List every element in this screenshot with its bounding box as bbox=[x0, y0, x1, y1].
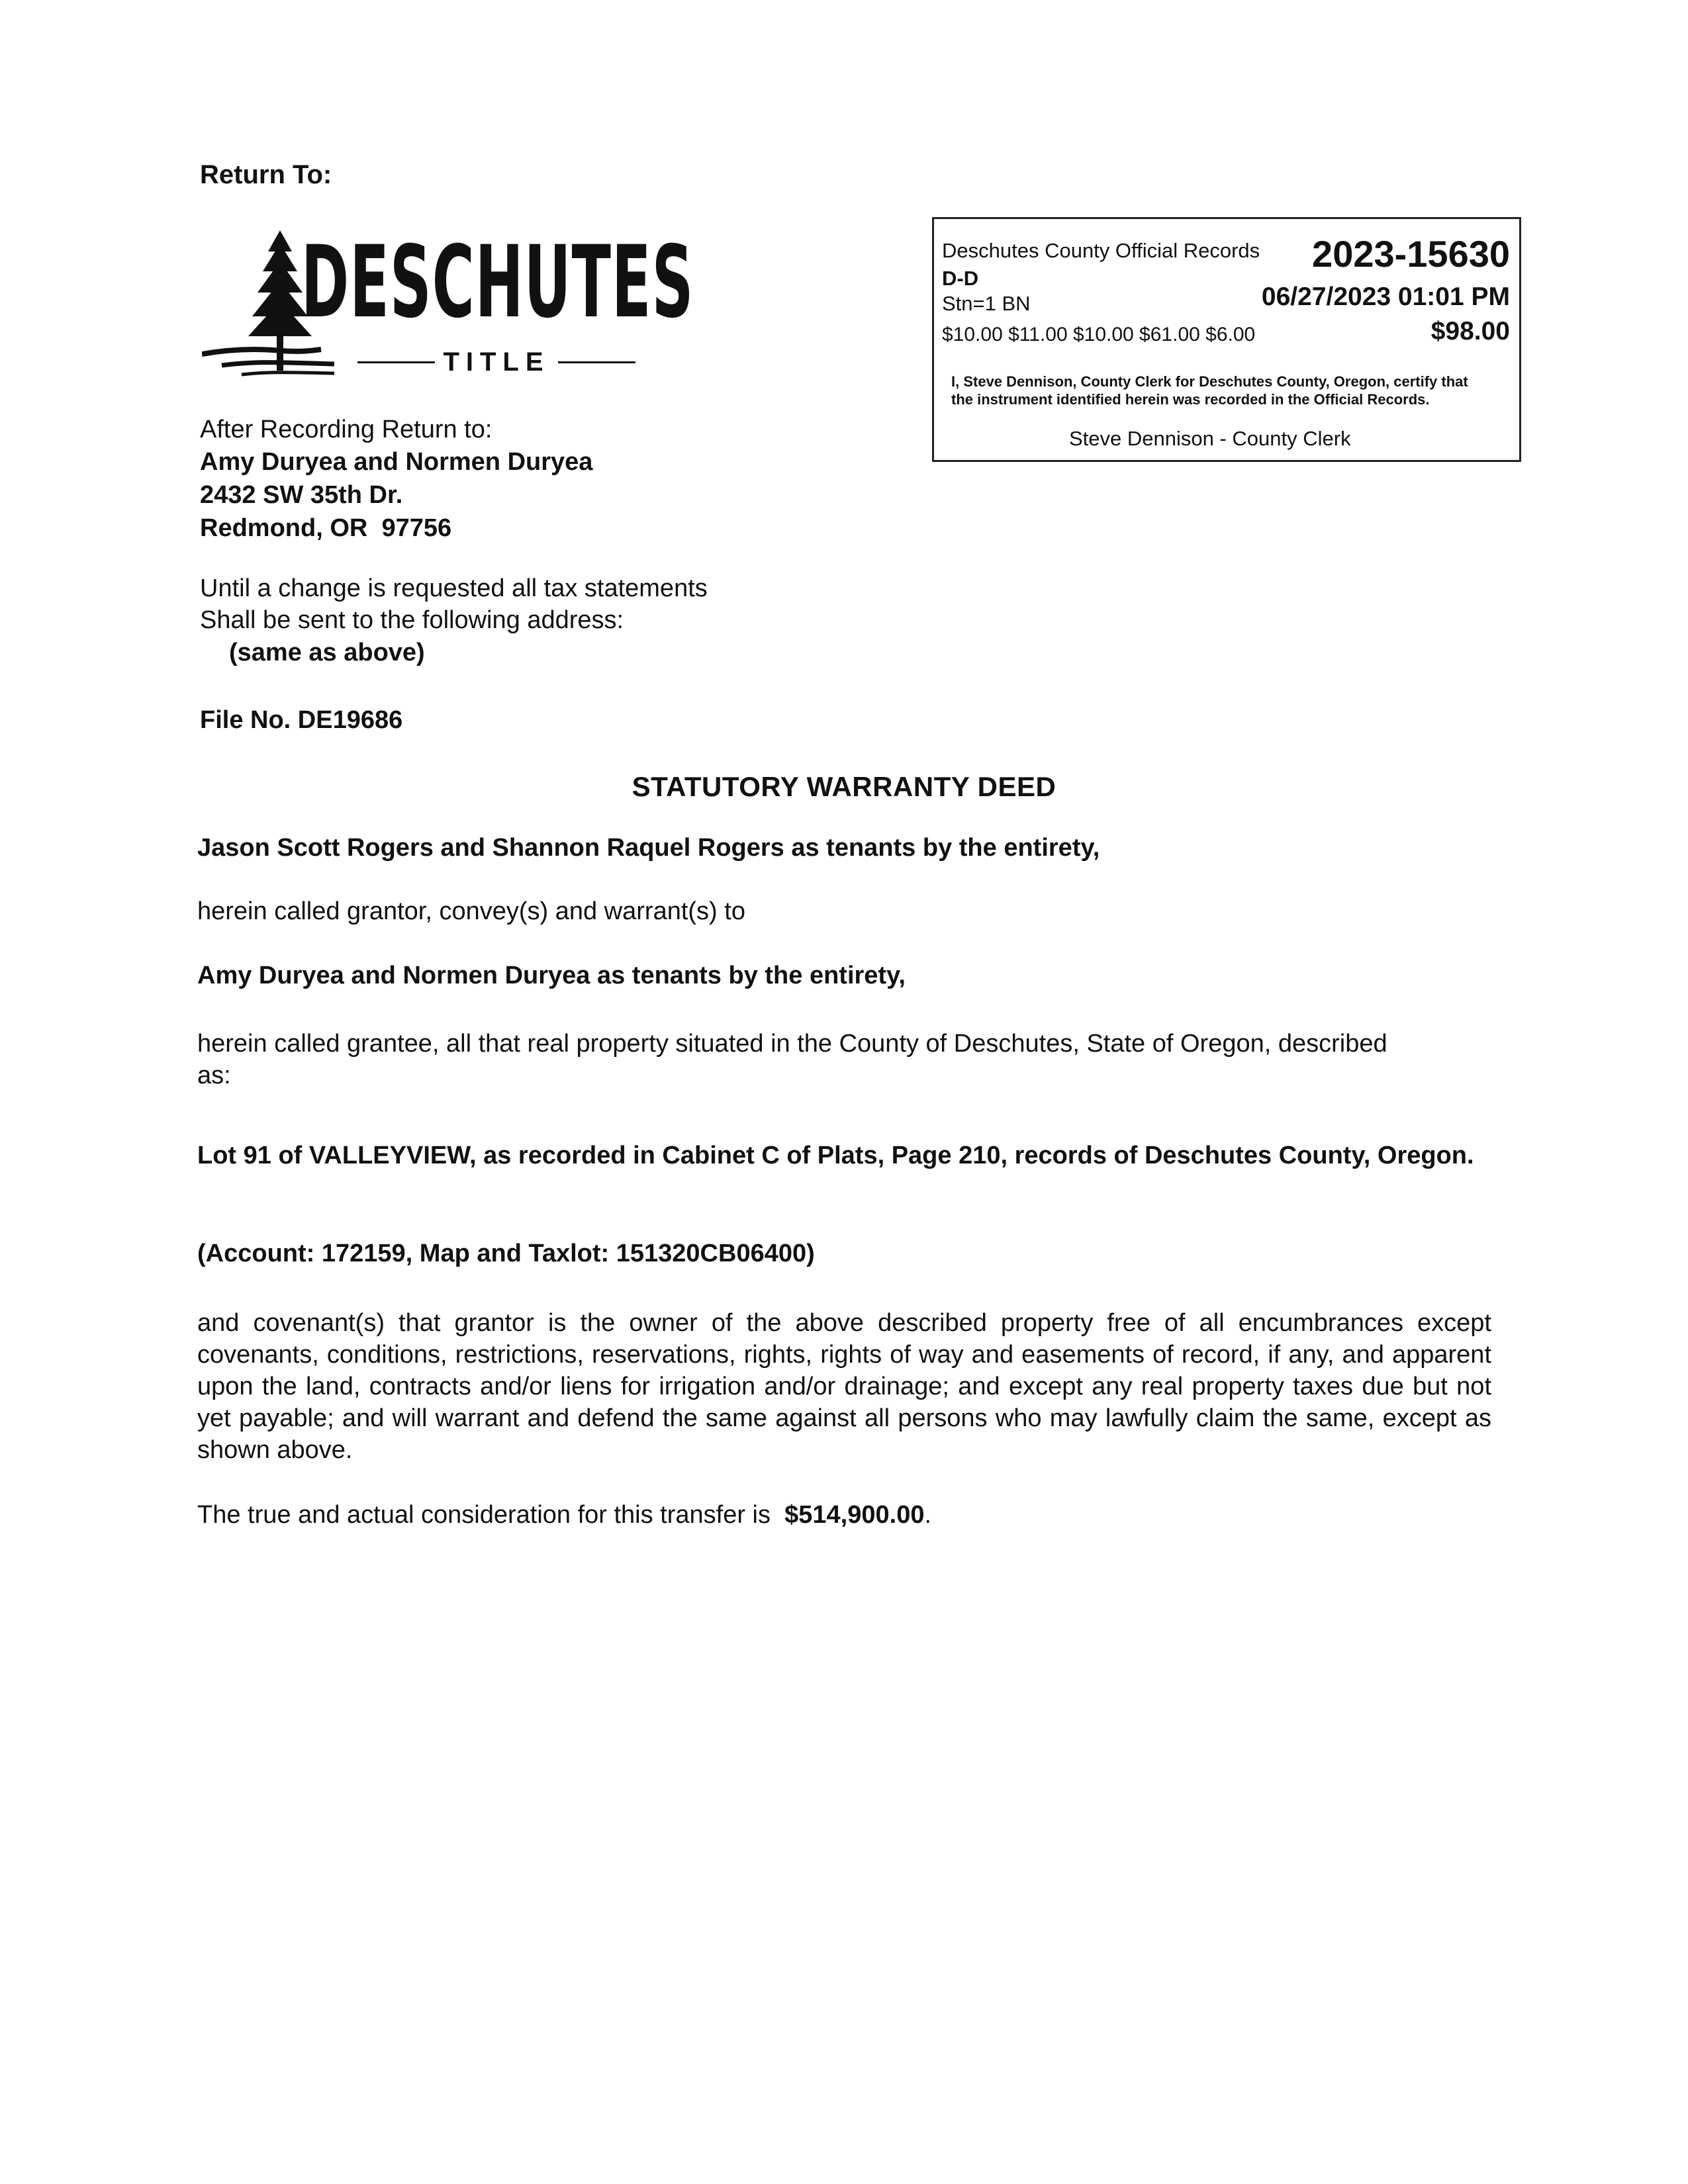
legal-description: Lot 91 of VALLEYVIEW, as recorded in Cabinet C of Plats, Page 210, records of Deschutes County, Oregon. bbox=[197, 1142, 1474, 1169]
return-to-heading: Return To: bbox=[200, 160, 332, 189]
tax-statement-line-2: Shall be sent to the following address: bbox=[200, 606, 624, 634]
logo-wordmark: DESCHUTES bbox=[301, 225, 694, 340]
logo-rule-right bbox=[558, 361, 635, 363]
grantor-clause: herein called grantor, convey(s) and warrant(s) to bbox=[197, 897, 745, 925]
recording-return-name: Amy Duryea and Normen Duryea bbox=[200, 448, 593, 476]
stamp-signature: Steve Dennison - County Clerk bbox=[1069, 427, 1351, 450]
grantor-names: Jason Scott Rogers and Shannon Raquel Rogers as tenants by the entirety, bbox=[197, 834, 1100, 862]
stamp-station: Stn=1 BN bbox=[942, 292, 1031, 315]
grantee-names: Amy Duryea and Normen Duryea as tenants by the entirety, bbox=[197, 962, 906, 989]
tax-statement-line-1: Until a change is requested all tax statements bbox=[200, 574, 708, 602]
file-number: File No. DE19686 bbox=[200, 706, 403, 734]
recording-return-city: Redmond, OR 97756 bbox=[200, 514, 452, 542]
deed-title: STATUTORY WARRANTY DEED bbox=[632, 771, 1056, 802]
consideration-prefix: The true and actual consideration for this transfer is bbox=[197, 1501, 771, 1529]
recording-return-street: 2432 SW 35th Dr. bbox=[200, 481, 403, 509]
covenant-paragraph: and covenant(s) that grantor is the owner of the above described property free of all encumbrances except covenants, conditions, restrictions, reservations, rights, rights of way and easements of record, if any, and apparent upon the land, contracts and/or liens for irrigation and/or drainage; and except any real property taxes due but not yet payable; and will warrant and defend the same against all persons who may lawfully claim the same, except as shown above. bbox=[197, 1309, 1491, 1464]
recording-stamp bbox=[932, 217, 1521, 462]
consideration-amount: $514,900.00 bbox=[784, 1501, 925, 1529]
recording-return-label: After Recording Return to: bbox=[200, 416, 492, 443]
account-taxlot: (Account: 172159, Map and Taxlot: 151320CB06400) bbox=[197, 1240, 815, 1267]
recording-return-block bbox=[200, 414, 592, 545]
consideration-suffix: . bbox=[924, 1501, 932, 1529]
consideration-line bbox=[197, 1499, 1495, 1531]
stamp-document-type: D-D bbox=[942, 267, 979, 290]
stamp-datetime: 06/27/2023 01:01 PM bbox=[1261, 283, 1510, 311]
grantee-clause: herein called grantee, all that real property situated in the County of Deschutes, State of Oregon, described as: bbox=[197, 1030, 1387, 1089]
logo-subtitle bbox=[357, 347, 635, 377]
deschutes-title-logo bbox=[202, 225, 694, 377]
tax-statement-address: (same as above) bbox=[229, 639, 425, 666]
stamp-certification: I, Steve Dennison, County Clerk for Deschutes County, Oregon, certify that the instrument identified herein was recorded in the Official Records. bbox=[951, 373, 1468, 408]
stamp-total: $98.00 bbox=[1430, 317, 1510, 345]
stamp-record-number: 2023-15630 bbox=[1312, 233, 1510, 275]
stamp-office: Deschutes County Official Records bbox=[942, 239, 1260, 262]
logo-subtitle-text: TITLE bbox=[443, 347, 550, 377]
logo-rule-left bbox=[357, 361, 435, 363]
stamp-fees: $10.00 $11.00 $10.00 $61.00 $6.00 bbox=[942, 324, 1256, 345]
tax-statement-block bbox=[200, 572, 708, 669]
